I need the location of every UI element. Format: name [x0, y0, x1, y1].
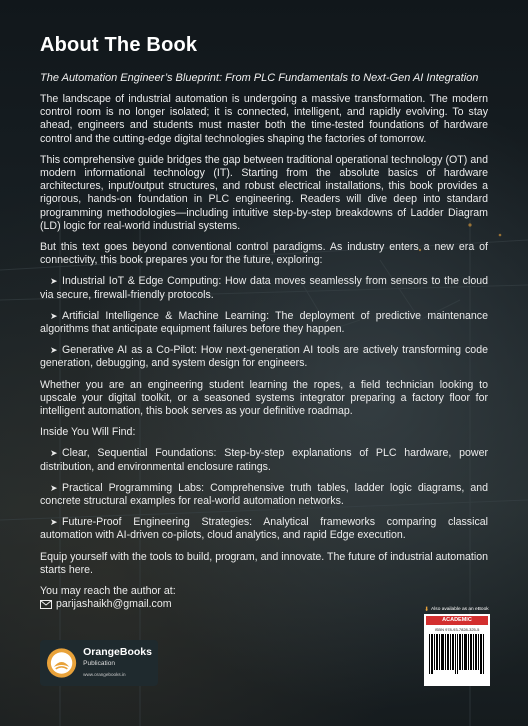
list-item-text: Practical Programming Labs: Comprehensive truth tables, ladder logic diagrams, and concrete structural examples for real-world automation networks.: [40, 481, 488, 508]
closing-paragraph: Equip yourself with the tools to build, program, and innovate. The future of industrial automation starts here.: [40, 550, 488, 576]
envelope-icon: [40, 600, 52, 609]
orangebooks-logo: [46, 647, 77, 679]
arrow-right-icon: ➤: [50, 448, 58, 459]
download-icon: ⬇: [424, 606, 430, 613]
category-badge: ACADEMIC: [426, 616, 488, 625]
future-paragraph: But this text goes beyond conventional control paradigms. As industry enters a new era of connectivity, this book prepares you for the future, exploring:: [40, 241, 488, 267]
arrow-right-icon: ➤: [50, 345, 58, 356]
overview-paragraph: This comprehensive guide bridges the gap between traditional operational technology (OT) and modern informational technology (IT). Starting from the absolute basics of hardware architectures, input/output structures, and robust electrical installations, this book provides a rigorous, hands-on foundation in PLC engineering. Readers will dive deep into standard programming methodologies—including intuitive step-by-step breakdowns of Ladder Diagram (LD) logic for real-world industrial systems.: [40, 153, 488, 232]
list-item-text: Clear, Sequential Foundations: Step-by-step explanations of PLC hardware, power distribution, and environmental enclosure ratings.: [40, 447, 488, 473]
isbn-text: ISBN 978-93-7828-325-5: [434, 627, 480, 632]
author-email[interactable]: parijashaikh@gmail.com: [56, 598, 172, 611]
arrow-right-icon: ➤: [50, 310, 58, 321]
publisher-sub: Publication: [83, 659, 115, 667]
list-item-text: Generative AI as a Co-Pilot: How next-generation AI tools are actively transforming code generation, debugging, and system design for engineers.: [40, 344, 488, 370]
list-item-text: Industrial IoT & Edge Computing: How data moves seamlessly from sensors to the cloud via secure, firewall-friendly protocols.: [40, 275, 488, 301]
publisher-name: OrangeBooks: [83, 645, 152, 658]
page-title: About The Book: [40, 34, 198, 56]
list-item-text: Artificial Intelligence & Machine Learning: The deployment of predictive maintenance algorithms that anticipate equipment failures before they happen.: [40, 309, 488, 336]
publisher-logo: [40, 640, 158, 686]
book-description: [40, 34, 488, 611]
publisher-url: www.orangebooks.in: [83, 671, 126, 677]
ebook-note: [424, 604, 490, 614]
list-item: [40, 482, 488, 508]
intro-paragraph: The landscape of industrial automation is undergoing a massive transformation. The modern control room is no longer isolated; it is connected, intelligent, and rapidly evolving. To stay ahead, engineers and students must master both the time-tested foundations of hardware control and the cutting-edge digital technologies shaping the factories of tomorrow.: [40, 93, 488, 145]
barcode-icon: [428, 634, 486, 678]
list-item-text: Future-Proof Engineering Strategies: Analytical frameworks comparing classical automation with AI-driven co-pilots, cloud analytics, and rapid Edge execution.: [40, 516, 488, 542]
ebook-text: Also available as an eBook: [431, 606, 489, 612]
audience-paragraph: Whether you are an engineering student learning the ropes, a field technician looking to upscale your digital toolkit, or a seasoned systems integrator preparing a factory floor for intelligent automation, this book serves as your definitive roadmap.: [40, 378, 488, 418]
arrow-right-icon: ➤: [50, 482, 58, 493]
list-item: [40, 275, 488, 301]
list-item: [40, 516, 488, 542]
list-item: [40, 344, 488, 370]
list-item: [40, 447, 488, 473]
barcode-panel: [424, 614, 490, 686]
arrow-right-icon: ➤: [50, 517, 58, 528]
list-item: [40, 310, 488, 336]
contact-label: You may reach the author at:: [40, 585, 176, 598]
author-email-row: [40, 598, 488, 611]
book-subtitle: The Automation Engineer’s Blueprint: From PLC Fundamentals to Next-Gen AI Integration: [40, 72, 479, 84]
inside-label: Inside You Will Find:: [40, 426, 136, 439]
arrow-right-icon: ➤: [50, 276, 58, 287]
publisher-text: [83, 647, 152, 680]
